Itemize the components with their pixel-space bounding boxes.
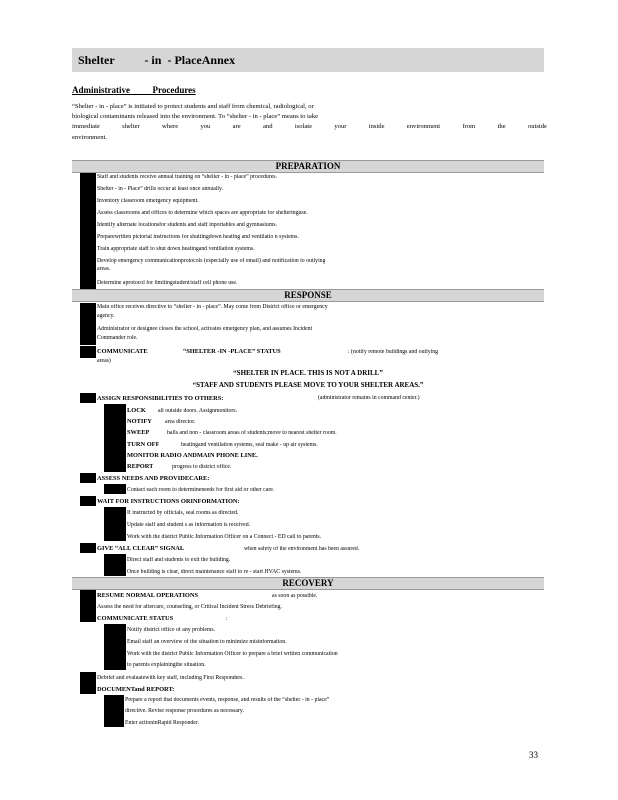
prep-item: areas.	[97, 266, 111, 272]
page-number: 33	[529, 750, 538, 760]
report-label: REPORT	[127, 463, 154, 470]
redaction-bar	[80, 672, 96, 694]
section-title: RESPONSE	[284, 290, 332, 300]
recovery-item: to parents explainingthe situation.	[127, 662, 206, 668]
turn-off-rest: heatingand ventilation systems, seal make - up air systems.	[181, 442, 318, 448]
section-title: RECOVERY	[282, 578, 334, 588]
intro-line: environment.	[72, 133, 107, 141]
admin-procedures-heading: Administrative Procedures	[72, 85, 196, 95]
redaction-bar	[80, 590, 96, 622]
response-item: Main office receives directive to “shelter - in - place”. May come from District office or emergency	[97, 304, 328, 310]
communicate-rest: : (notify remote buildings and outlying	[348, 349, 439, 355]
prep-item: Shelter - in - Place” drills occur at least once annually.	[97, 186, 223, 192]
intro-line: immediate shelter where you are and isolate your inside environment from the outside	[72, 123, 547, 131]
redaction-bar	[80, 543, 96, 553]
wait-item: Work with the district Public Information Officer on a Connect - ED call to parents.	[127, 534, 322, 540]
assess-label: ASSESS NEEDS AND PROVIDECARE:	[97, 475, 210, 482]
redaction-bar	[80, 473, 96, 483]
document-title: Shelter - in - PlaceAnnex	[78, 53, 236, 67]
intro-line: “Shelter - in - place” is initiated to protect students and staff from chemical, radiological, or	[72, 103, 314, 110]
assign-rest: (administrator remains in command center.)	[318, 395, 420, 401]
redaction-bar	[80, 346, 96, 358]
prep-item: Inventory classroom emergency equipment.	[97, 198, 199, 204]
redaction-bar	[104, 404, 126, 472]
prep-item: Assess classrooms and offices to determine which spaces are appropriate for shelteringuse.	[97, 210, 308, 216]
redaction-bar	[80, 496, 96, 506]
report-rest: progress to district office.	[172, 464, 232, 470]
communicate-label: COMMUNICATE	[97, 348, 148, 355]
prep-item: Preparewritten pictorial instructions for shuttingdown heating and ventilatio n systems.	[97, 234, 299, 240]
recovery-item: directive. Revise response procedures as necessary.	[125, 708, 244, 714]
redaction-bar	[80, 173, 96, 289]
prep-item: Staff and students receive annual training on “shelter - in - place” procedures.	[97, 174, 278, 180]
intro-paragraph	[72, 102, 547, 143]
communicate-status: “SHELTER -IN -PLACE” STATUS	[183, 348, 281, 355]
resume-label: RESUME NORMAL OPERATIONS	[97, 592, 199, 599]
section-title: PREPARATION	[275, 161, 341, 171]
assign-label: ASSIGN RESPONSIBILITIES TO OTHERS:	[97, 395, 224, 402]
all-clear-item: Direct staff and students to exit the building.	[127, 557, 231, 563]
response-item: agency.	[97, 313, 115, 319]
prep-item: Identify alternate locationsfor students and staff inportables and gymnasiums.	[97, 222, 278, 228]
recovery-item: Prepare a report that documents events, response, and results of the “shelter - in - place”	[125, 697, 330, 703]
redaction-bar	[104, 695, 124, 727]
section-response	[72, 289, 544, 302]
notify-label: NOTIFY	[127, 418, 152, 425]
give-all-clear-label: GIVE “ALL CLEAR” SIGNAL	[97, 545, 185, 552]
recovery-item: Notify district office of any problems.	[127, 627, 216, 633]
recovery-item: Debrief and evaluatewith key staff, including First Responders.	[97, 675, 244, 681]
turn-off-label: TURN OFF	[127, 441, 160, 448]
all-clear-item: Once building is clear, direct maintenance staff to re - start HVAC systems.	[127, 569, 302, 575]
announcement-line: “STAFF AND STUDENTS PLEASE MOVE TO YOUR SHELTER AREAS.”	[192, 382, 424, 389]
prep-item: Train appropriate staff to shut down heatingand ventilation systems.	[97, 246, 255, 252]
redaction-bar	[104, 554, 126, 576]
section-recovery	[72, 577, 544, 590]
communicate-status-rest: :	[226, 616, 228, 622]
recovery-item: Work with the district Public Information Officer to prepare a brief written communication	[127, 651, 338, 657]
contact-line: Contact each room to determineneeds for first aid or other care.	[127, 487, 275, 493]
intro-line: biological contaminants released into the environment. To “shelter - in - place” means to take	[72, 113, 319, 121]
wait-item: If instructed by officials, seal rooms as directed.	[127, 510, 239, 516]
document-report-label: DOCUMENTand REPORT:	[97, 686, 175, 693]
redaction-bar	[104, 624, 126, 670]
announcement-line: “SHELTER IN PLACE. THIS IS NOT A DRILL”	[233, 370, 383, 377]
wait-label: WAIT FOR INSTRUCTIONS ORINFORMATION:	[97, 498, 240, 505]
monitor-label: MONITOR RADIO ANDMAIN PHONE LINE.	[127, 452, 258, 459]
recovery-item: Email staff an overview of the situation to minimize misinformation.	[127, 639, 287, 645]
lock-label: LOCK	[127, 407, 146, 414]
recovery-item: Assess the need for aftercare, counseling, or Critical Incident Stress Debriefing.	[97, 604, 282, 610]
redaction-bar	[80, 303, 96, 345]
sweep-label: SWEEP	[127, 429, 150, 436]
redaction-bar	[80, 393, 96, 403]
title-bar	[72, 48, 544, 72]
lock-rest: all outside doors. Assignmonitors.	[158, 408, 238, 414]
response-item: Commander role.	[97, 335, 138, 341]
sweep-rest: halls and non - classroom areas of students;move to nearest shelter room.	[167, 430, 337, 436]
wait-item: Update staff and student s as information is received.	[127, 522, 251, 528]
recovery-item: Enter actioninRapid Responder.	[125, 720, 199, 726]
prep-item: Determine aprotocol for limitingstudent/staff cell phone use.	[97, 280, 238, 286]
resume-rest: as soon as possible.	[272, 593, 318, 599]
response-item: areas)	[97, 358, 111, 364]
prep-item: Develop emergency communicationprotocols (especially use of email) and notification to outlying	[97, 258, 326, 264]
notify-rest: area director.	[165, 419, 196, 425]
communicate-status-label: COMMUNICATE STATUS	[97, 615, 174, 622]
section-preparation	[72, 160, 544, 173]
give-all-clear-rest: when safety of the environment has been assured.	[244, 546, 360, 552]
redaction-bar	[104, 507, 126, 541]
response-item: Administrator or designee closes the school, activates emergency plan, and assumes Incident	[97, 326, 313, 332]
redaction-bar	[104, 484, 126, 494]
